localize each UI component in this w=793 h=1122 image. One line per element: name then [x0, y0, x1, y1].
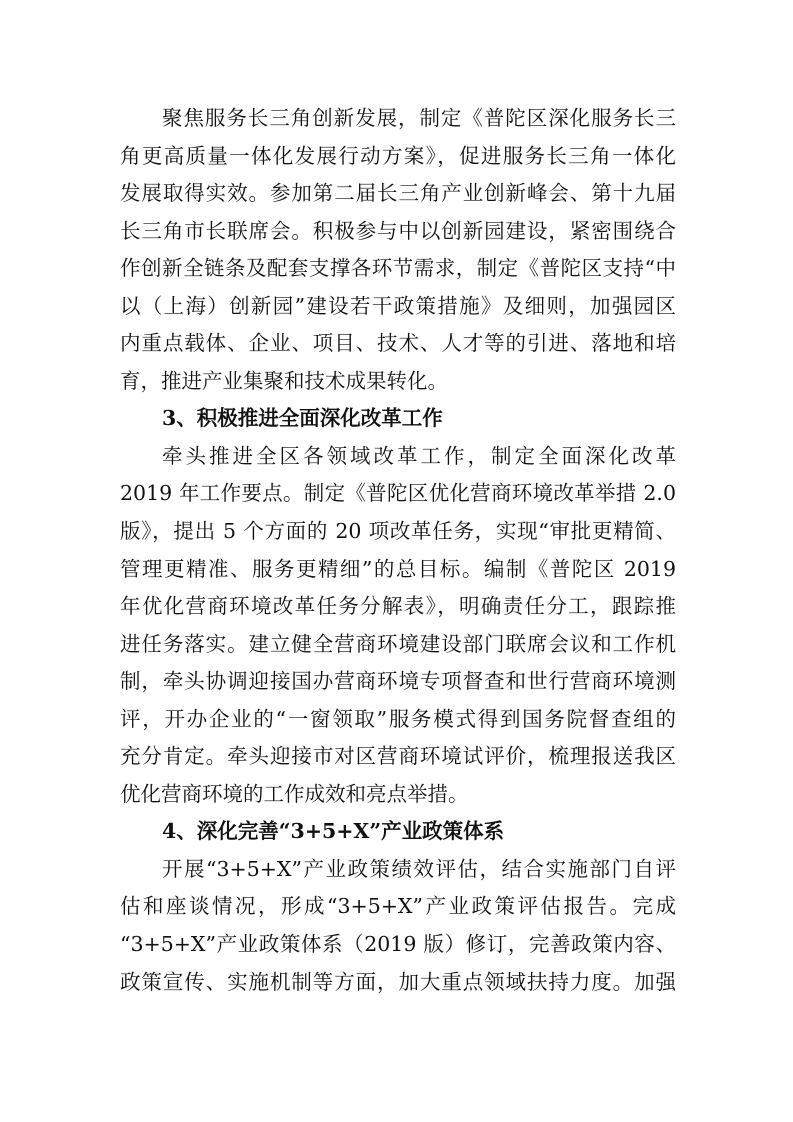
- section-heading-4: 4、深化完善“3+5+X”产业政策体系: [162, 819, 505, 844]
- text-line: 2019 年工作要点。制定《普陀区优化营商环境改革举措 2.0: [120, 481, 676, 506]
- section-heading-3: 3、积极推进全面深化改革工作: [162, 406, 443, 431]
- text-line: 估和座谈情况，形成“3+5+X”产业政策评估报告。完成: [120, 894, 676, 919]
- paragraph-yangtze-delta: [120, 100, 676, 400]
- text-line: 年优化营商环境改革任务分解表》，明确责任分工，跟踪推: [120, 594, 676, 619]
- text-line: 进任务落实。建立健全营商环境建设部门联席会议和工作机: [120, 631, 676, 656]
- text-line: 优化营商环境的工作成效和亮点举措。: [120, 781, 469, 806]
- text-line: 政策宣传、实施机制等方面，加大重点领域扶持力度。加强: [120, 969, 676, 994]
- text-line: 角更高质量一体化发展行动方案》，促进服务长三角一体化: [120, 143, 676, 168]
- text-line: 育，推进产业集聚和技术成果转化。: [120, 368, 448, 393]
- text-line: 牵头推进全区各领域改革工作，制定全面深化改革: [162, 443, 676, 468]
- text-line: 制，牵头协调迎接国办营商环境专项督查和世行营商环境测: [120, 669, 676, 694]
- text-line: 以（上海）创新园”建设若干政策措施》及细则，加强园区: [120, 293, 676, 318]
- document-page: [120, 100, 676, 1001]
- text-line: 开展“3+5+X”产业政策绩效评估，结合实施部门自评: [162, 856, 676, 881]
- text-line: “3+5+X”产业政策体系（2019 版）修订，完善政策内容、: [120, 932, 676, 957]
- paragraph-industrial-policy: [120, 851, 676, 1001]
- text-line: 聚焦服务长三角创新发展，制定《普陀区深化服务长三: [162, 106, 676, 130]
- text-line: 作创新全链条及配套支撑各环节需求，制定《普陀区支持“中: [120, 256, 676, 281]
- text-line: 充分肯定。牵头迎接市对区营商环境试评价，梳理报送我区: [120, 744, 676, 769]
- text-line: 管理更精准、服务更精细”的总目标。编制《普陀区 2019: [120, 556, 676, 581]
- text-line: 长三角市长联席会。积极参与中以创新园建设，紧密围绕合: [120, 218, 676, 243]
- text-line: 评，开办企业的“一窗领取”服务模式得到国务院督查组的: [120, 706, 676, 731]
- paragraph-reform: [120, 438, 676, 813]
- text-line: 版》，提出 5 个方面的 20 项改革任务，实现“审批更精简、: [120, 519, 676, 544]
- text-line: 发展取得实效。参加第二届长三角产业创新峰会、第十九届: [120, 181, 676, 206]
- text-line: 内重点载体、企业、项目、技术、人才等的引进、落地和培: [120, 331, 676, 356]
